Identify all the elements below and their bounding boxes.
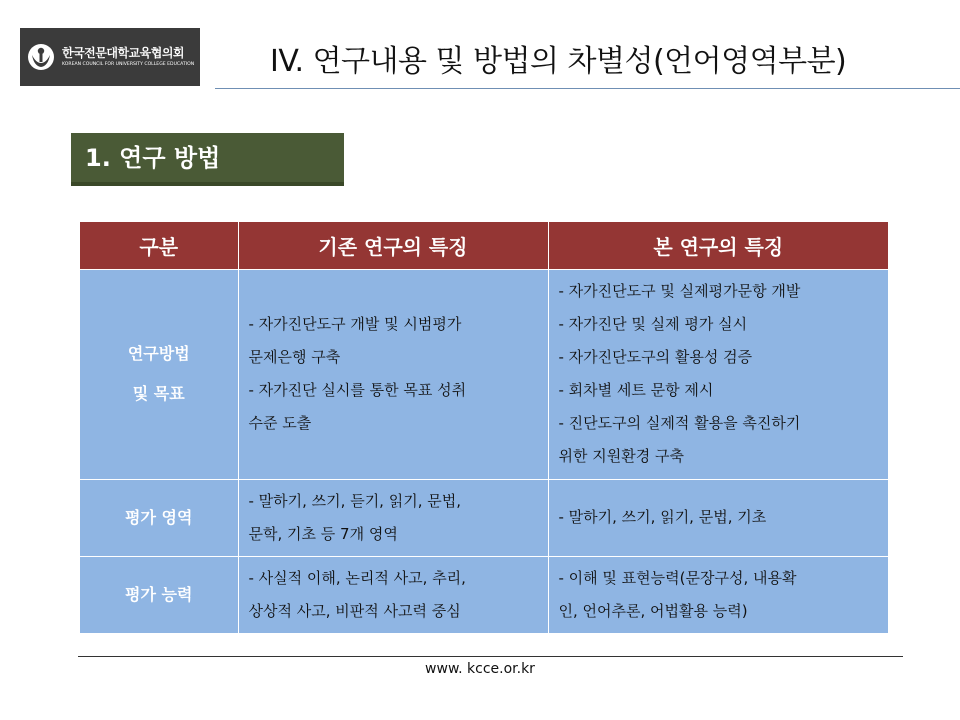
table-row <box>80 556 888 633</box>
existing-cell <box>238 269 548 479</box>
current-cell <box>548 556 888 633</box>
category-line: 평가 영역 <box>125 507 193 527</box>
header-divider <box>215 88 960 89</box>
existing-cell <box>238 479 548 556</box>
row-category-cell <box>80 479 238 556</box>
column-header-category: 구분 <box>80 222 238 269</box>
comparison-table <box>80 222 888 633</box>
logo <box>20 28 200 86</box>
logo-text <box>62 47 194 67</box>
current-line: 위한 지원환경 구축 <box>558 447 684 465</box>
current-line: - 진단도구의 실제적 활용을 촉진하기 <box>558 414 801 432</box>
current-line: - 자가진단 및 실제 평가 실시 <box>558 315 748 333</box>
column-header-current: 본 연구의 특징 <box>548 222 888 269</box>
current-line: - 말하기, 쓰기, 읽기, 문법, 기초 <box>558 508 767 526</box>
column-header-existing: 기존 연구의 특징 <box>238 222 548 269</box>
existing-line: 상상적 사고, 비판적 사고력 중심 <box>248 601 461 620</box>
existing-line: - 사실적 이해, 논리적 사고, 추리, <box>248 568 466 587</box>
current-line: 인, 언어추론, 어법활용 능력) <box>558 601 748 620</box>
current-line: - 회차별 세트 문항 제시 <box>558 381 714 399</box>
table-row <box>80 479 888 556</box>
category-line: 연구방법 <box>127 344 190 363</box>
category-line: 평가 능력 <box>125 584 193 604</box>
existing-line: - 자가진단도구 개발 및 시범평가 <box>248 315 462 333</box>
footer-divider <box>78 656 903 657</box>
category-line: 및 목표 <box>132 384 185 403</box>
existing-cell <box>238 556 548 633</box>
logo-name-english: KOREAN COUNCIL FOR UNIVERSITY COLLEGE EDUCATION <box>62 62 195 68</box>
existing-line: 문제은행 구축 <box>248 348 341 366</box>
page-title: IV. 연구내용 및 방법의 차별성(언어영역부분) <box>270 44 847 79</box>
row-category-cell <box>80 556 238 633</box>
current-line: - 자가진단도구 및 실제평가문항 개발 <box>558 282 801 300</box>
current-cell <box>548 269 888 479</box>
footer-url: www. kcce.or.kr <box>425 661 535 677</box>
existing-line: 수준 도출 <box>248 414 312 432</box>
current-line: - 자가진단도구의 활용성 검증 <box>558 348 753 366</box>
row-category-cell <box>80 269 238 479</box>
logo-name-korean: 한국전문대학교육협의회 <box>62 45 185 60</box>
table-row <box>80 269 888 479</box>
table-header-row <box>80 222 888 269</box>
current-cell <box>548 479 888 556</box>
council-emblem-icon <box>26 42 56 72</box>
current-line: - 이해 및 표현능력(문장구성, 내용확 <box>558 568 797 587</box>
existing-line: - 자가진단 실시를 통한 목표 성취 <box>248 381 467 399</box>
existing-line: 문학, 기초 등 7개 영역 <box>248 524 398 543</box>
existing-line: - 말하기, 쓰기, 듣기, 읽기, 문법, <box>248 491 461 510</box>
section-title: 1. 연구 방법 <box>71 133 344 186</box>
